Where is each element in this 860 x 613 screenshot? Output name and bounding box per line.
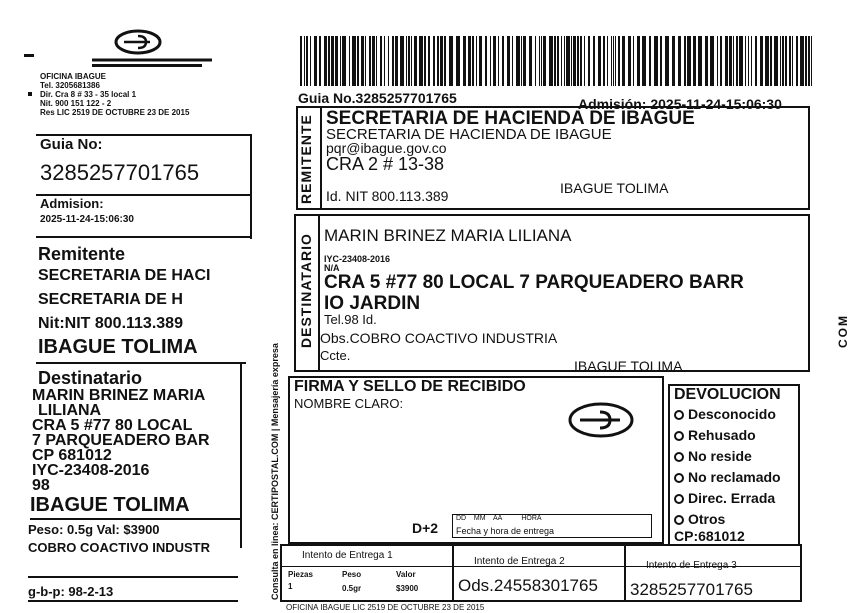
barcode-bar: [573, 36, 576, 86]
remitente-line: Nit:NIT 800.113.389: [38, 315, 183, 332]
barcode-bar: [335, 36, 338, 86]
barcode-bar: [785, 36, 787, 86]
company-logo: [88, 28, 218, 72]
option-label: No reside: [688, 448, 752, 464]
intento-1: Intento de Entrega 1: [302, 550, 393, 561]
barcode-bar: [324, 36, 327, 86]
radio-icon: [674, 473, 684, 483]
barcode-bar: [637, 36, 640, 86]
barcode-bar: [502, 36, 504, 86]
barcode-bar: [665, 36, 669, 86]
barcode-bar: [392, 36, 394, 86]
remitente-city: IBAGUE TOLIMA: [38, 336, 198, 358]
barcode-bar: [541, 36, 542, 86]
barcode-bar: [805, 36, 807, 86]
devolucion-title: DEVOLUCION: [674, 386, 781, 403]
intento-2: Intento de Entrega 2: [474, 556, 565, 567]
barcode-bar: [811, 36, 812, 86]
barcode-bar: [751, 36, 752, 86]
gbp-code: g-b-p: 98-2-13: [28, 584, 114, 599]
barcode-bar: [411, 36, 412, 86]
remitente-nit: Id. NIT 800.113.389: [326, 188, 449, 204]
destinatario-na: N/A: [324, 263, 340, 273]
barcode-bar: [792, 36, 793, 86]
right-edge-text: COM: [836, 314, 850, 348]
barcode-bar: [490, 36, 491, 86]
barcode-bar: [736, 36, 738, 86]
barcode-bar: [705, 36, 708, 86]
admision-label: Admision:: [40, 196, 104, 211]
destinatario-city: IBAGUE TOLIMA: [574, 358, 683, 374]
destinatario-ref: IYC-23408-2016: [324, 254, 391, 264]
option-no-reclamado[interactable]: [674, 467, 781, 488]
barcode-bar: [770, 36, 772, 86]
barcode-bar: [584, 36, 585, 86]
barcode-bar: [365, 36, 366, 86]
barcode-bar: [512, 36, 513, 86]
barcode-bar: [529, 36, 532, 86]
barcode-bar: [633, 36, 634, 86]
barcode-bar: [774, 36, 778, 86]
barcode-bar: [800, 36, 804, 86]
devolucion-cp: CP:681012: [674, 528, 745, 544]
barcode-bar: [463, 36, 466, 86]
option-no-reside[interactable]: [674, 446, 781, 467]
admision-value: 2025-11-24-15:06:30: [40, 214, 134, 225]
option-label: No reclamado: [688, 469, 781, 485]
destinatario-ccte: Ccte.: [320, 348, 351, 363]
barcode-bar: [372, 36, 375, 86]
header-guia: Guia No.3285257701765: [298, 90, 457, 106]
barcode-bar: [808, 36, 810, 86]
barcode-bar: [444, 36, 446, 86]
destinatario-obs: Obs.COBRO COACTIVO INDUSTRIA: [320, 330, 558, 346]
barcode-bar: [424, 36, 426, 86]
option-label: Rehusado: [688, 427, 756, 443]
barcode-bar: [306, 36, 308, 86]
barcode-bar: [456, 36, 460, 86]
firma-title: FIRMA Y SELLO DE RECIBIDO: [294, 378, 526, 395]
barcode-bar: [566, 36, 570, 86]
barcode-bar: [340, 36, 341, 86]
barcode-bar: [725, 36, 728, 86]
barcode-bar: [400, 36, 404, 86]
barcode-bar: [406, 36, 407, 86]
footer-text: OFICINA IBAGUE LIC 2519 DE OCTUBRE 23 DE 2015: [286, 603, 485, 612]
devolucion-options: [674, 404, 781, 530]
barcode-bar: [698, 36, 702, 86]
remitente-name: SECRETARIA DE HACIENDA DE IBAGUE: [326, 108, 695, 129]
barcode-bar: [440, 36, 443, 86]
office-line: Res LIC 2519 DE OCTUBRE 23 DE 2015: [40, 108, 190, 117]
ods-number: Ods.24558301765: [458, 576, 598, 595]
barcode-bar: [357, 36, 359, 86]
barcode-bar: [507, 36, 510, 86]
destinatario-line: 7 PARQUEADERO BAR: [32, 432, 210, 449]
stamp-logo: [566, 400, 636, 440]
guia-number: 3285257701765: [40, 160, 200, 185]
remitente-line: SECRETARIA DE HACI: [38, 267, 211, 284]
barcode-bar: [433, 36, 435, 86]
barcode-bar: [352, 36, 356, 86]
destinatario-line: 98: [32, 477, 50, 493]
barcode-bar: [755, 36, 757, 86]
barcode-bar: [472, 36, 474, 86]
destinatario-line: CP 681012: [32, 447, 112, 464]
option-desconocido[interactable]: [674, 404, 781, 425]
date-caption: Fecha y hora de entrega: [456, 526, 555, 536]
barcode-bar: [593, 36, 595, 86]
remitente-title: Remitente: [38, 244, 126, 264]
barcode-bar: [557, 36, 559, 86]
option-label: Direc. Errada: [688, 490, 776, 506]
barcode-bar: [693, 36, 696, 86]
office-line: OFICINA IBAGUE: [40, 72, 106, 81]
barcode-bar: [598, 36, 601, 86]
val-piezas: 1: [288, 582, 293, 591]
barcode-bar: [437, 36, 439, 86]
barcode-bar: [611, 36, 612, 86]
barcode-bar: [628, 36, 631, 86]
barcode-bar: [498, 36, 499, 86]
barcode-bar: [449, 36, 453, 86]
option-rehusado[interactable]: [674, 425, 781, 446]
destinatario-address1: CRA 5 #77 80 LOCAL 7 PARQUEADERO BARR: [324, 272, 744, 293]
option-otros[interactable]: [674, 509, 781, 530]
barcode-bar: [408, 36, 410, 86]
barcode-bar: [493, 36, 496, 86]
barcode-bar: [361, 36, 364, 86]
barcode-bar: [564, 36, 565, 86]
destinatario-label: DESTINATARIO: [298, 233, 314, 348]
barcode-bar: [539, 36, 540, 86]
option-label: Desconocido: [688, 406, 776, 422]
barcode-bar: [615, 36, 616, 86]
barcode-bar: [780, 36, 781, 86]
destinatario-line: LILIANA: [38, 402, 102, 419]
barcode-bar: [380, 36, 382, 86]
barcode-bar: [476, 36, 477, 86]
barcode-bar: [649, 36, 651, 86]
barcode-bar: [660, 36, 662, 86]
remitente-lines: [38, 264, 248, 336]
barcode-bar: [571, 36, 572, 86]
office-line: Tel. 3205681386: [40, 81, 100, 90]
barcode-bar: [618, 36, 620, 86]
barcode-bar: [739, 36, 743, 86]
remitente-label: REMITENTE: [298, 114, 314, 204]
barcode-bar: [523, 36, 526, 86]
intento-3: Intento de Entrega 3: [646, 560, 737, 571]
destinatario-tel: Tel.98 Id.: [324, 312, 377, 327]
barcode-bar: [710, 36, 714, 86]
barcode-bar: [376, 36, 377, 86]
barcode-bar: [516, 36, 520, 86]
peso-line: Peso: 0.5g Val: $3900: [28, 522, 160, 537]
remitente-email: pqr@ibague.gov.co: [326, 140, 447, 156]
barcode-bar: [314, 36, 317, 86]
barcode-bar: [369, 36, 371, 86]
barcode-bar: [428, 36, 430, 86]
radio-icon: [674, 452, 684, 462]
val-valor: $3900: [396, 584, 419, 593]
destinatario-line: IYC-23408-2016: [32, 462, 150, 479]
barcode-bar: [395, 36, 398, 86]
date-labels: DD MM AA HORA: [456, 515, 542, 522]
barcode-bar: [468, 36, 471, 86]
barcode-bar: [554, 36, 556, 86]
col-peso: Peso: [342, 570, 362, 579]
d-plus-2: D+2: [412, 520, 439, 536]
barcode-bar: [796, 36, 798, 86]
barcode-bar: [331, 36, 334, 86]
destinatario-line: MARIN BRINEZ MARIA: [32, 388, 206, 404]
barcode-bar: [789, 36, 791, 86]
destinatario-line: CRA 5 #77 80 LOCAL: [32, 417, 193, 434]
barcode-bar: [748, 36, 749, 86]
barcode-bar: [687, 36, 691, 86]
barcode-bar: [684, 36, 686, 86]
radio-icon: [674, 410, 684, 420]
barcode-bar: [384, 36, 385, 86]
destinatario-lines: [32, 388, 244, 493]
barcode-bar: [549, 36, 553, 86]
barcode-bar: [654, 36, 658, 86]
barcode-bar: [543, 36, 546, 86]
radio-icon: [674, 515, 684, 525]
destinatario-address2: IO JARDIN: [324, 293, 421, 314]
barcode-bar: [342, 36, 346, 86]
barcode-bar: [535, 36, 536, 86]
barcode-bar: [577, 36, 579, 86]
firma-nombre: NOMBRE CLARO:: [294, 396, 404, 411]
barcode-bar: [720, 36, 722, 86]
radio-icon: [674, 494, 684, 504]
barcode-bar: [319, 36, 321, 86]
col-piezas: Piezas: [288, 570, 313, 579]
guia-label: Guia No:: [40, 136, 103, 153]
barcode-bar: [613, 36, 614, 86]
barcode-bar: [782, 36, 784, 86]
destinatario-city: IBAGUE TOLIMA: [30, 494, 190, 516]
barcode-bar: [310, 36, 311, 86]
header-admision: Admisión: 2025-11-24-15:06:30: [578, 96, 782, 112]
barcode-bar: [729, 36, 732, 86]
col-valor: Valor: [396, 570, 416, 579]
barcode-bar: [607, 36, 608, 86]
destinatario-name: MARIN BRINEZ MARIA LILIANA: [324, 226, 572, 245]
barcode-bar: [485, 36, 487, 86]
barcode-bar: [588, 36, 590, 86]
barcode-bar: [580, 36, 582, 86]
remitente-sub: SECRETARIA DE HACIENDA DE IBAGUE: [326, 126, 612, 143]
val-peso: 0.5gr: [342, 584, 362, 593]
option-label: Otros: [688, 511, 726, 527]
remitente-city: IBAGUE TOLIMA: [560, 180, 669, 196]
barcode-bar: [419, 36, 423, 86]
office-info: [40, 72, 250, 117]
barcode-bar: [414, 36, 417, 86]
side-vertical-text: Consulta en linea: CERTIPOSTAL.COM | Mensajería expresa: [270, 343, 280, 600]
barcode-bar: [521, 36, 522, 86]
remitente-address: CRA 2 # 13-38: [326, 154, 445, 174]
barcode-bar: [304, 36, 305, 86]
obs-line: COBRO COACTIVO INDUSTR: [28, 540, 210, 555]
barcode-bar: [388, 36, 389, 86]
barcode-bar: [745, 36, 746, 86]
remitente-line: SECRETARIA DE H: [38, 291, 183, 308]
barcode-bar: [765, 36, 769, 86]
option-direc-errada[interactable]: [674, 488, 781, 509]
barcode: [298, 36, 818, 88]
bottom-guia: 3285257701765: [630, 580, 753, 599]
barcode-bar: [300, 36, 302, 86]
office-line: Dir. Cra 8 # 33 - 35 local 1: [40, 90, 137, 99]
barcode-bar: [642, 36, 646, 86]
office-line: Nit. 900 151 122 - 2: [40, 99, 112, 108]
barcode-bar: [603, 36, 605, 86]
barcode-bar: [733, 36, 734, 86]
barcode-bar: [717, 36, 718, 86]
barcode-bar: [561, 36, 562, 86]
radio-icon: [674, 431, 684, 441]
barcode-bar: [479, 36, 482, 86]
barcode-bar: [678, 36, 681, 86]
barcode-bar: [672, 36, 675, 86]
barcode-bar: [349, 36, 350, 86]
barcode-bar: [760, 36, 763, 86]
destinatario-title: Destinatario: [38, 368, 143, 388]
barcode-bar: [622, 36, 625, 86]
barcode-bar: [328, 36, 330, 86]
